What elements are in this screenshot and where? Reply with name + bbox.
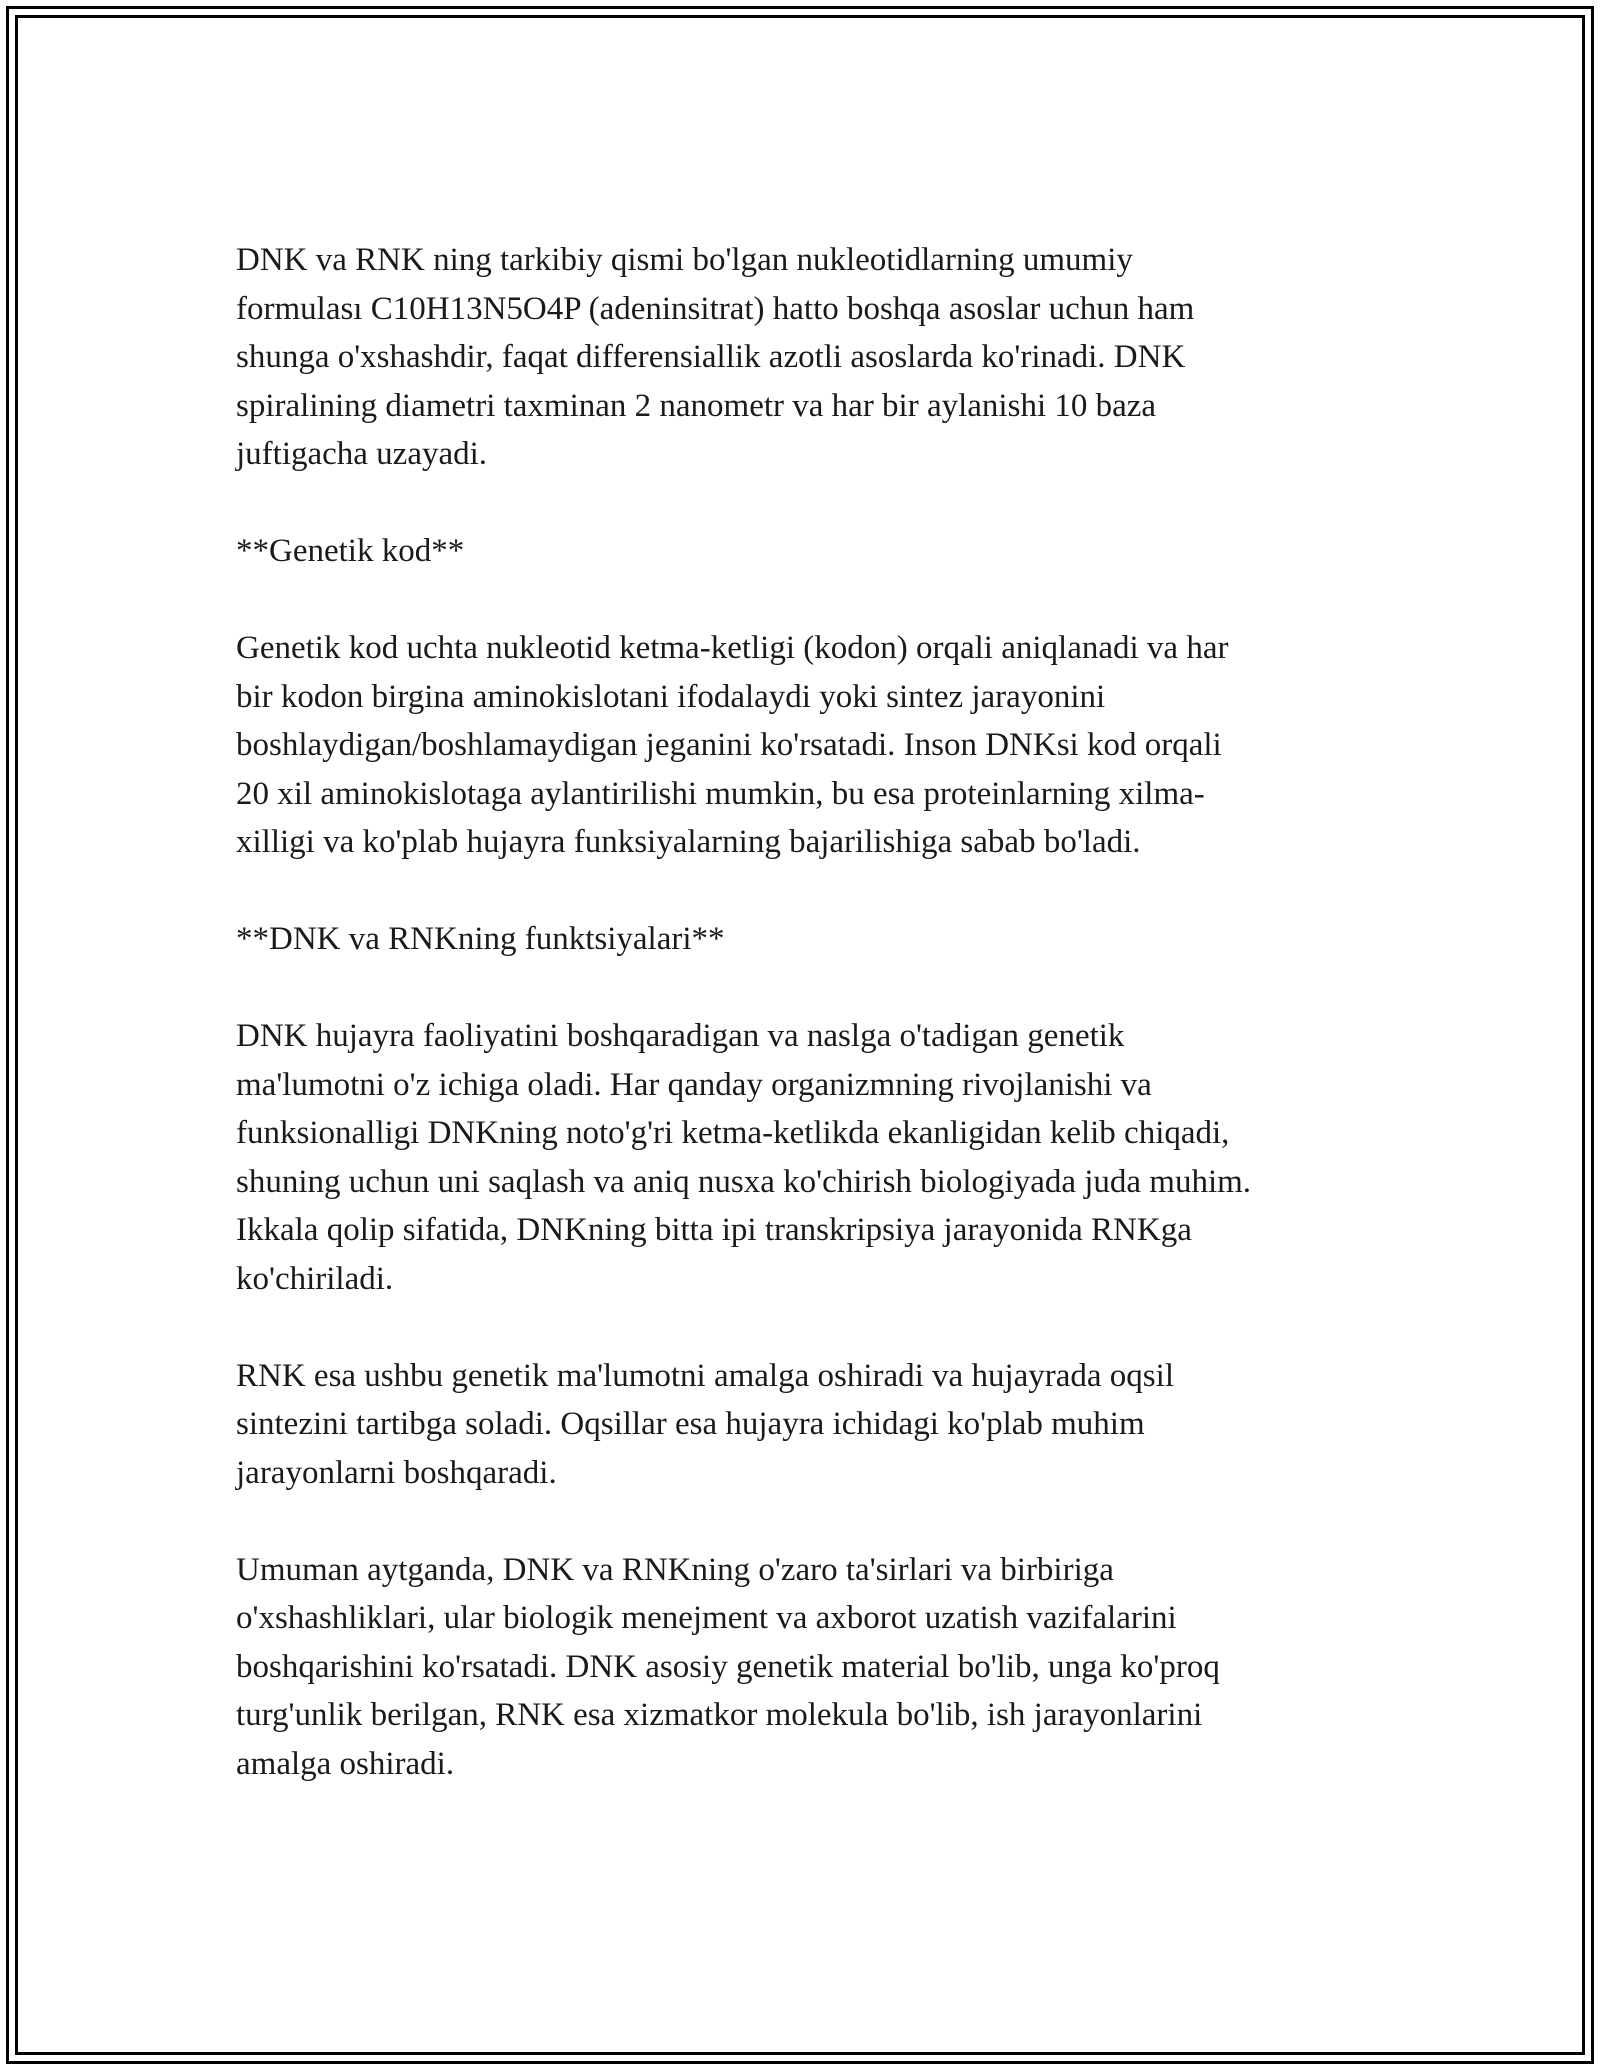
heading-dna-rna-functions: **DNK va RNKning funktsiyalari** (236, 921, 725, 957)
heading-genetic-code: **Genetik kod** (236, 533, 465, 569)
paragraph-conclusion: Umuman aytganda, DNK va RNKning o'zaro ta'sirlari va birbiriga o'xshashliklari, ular biologik menejment va axborot uzatish vazifalarini boshqarishini ko'rsatadi. DNK asosiy genetik material bo'lib, unga ko'proq turg'unlik berilgan, RNK esa xizmatkor molekula bo'lib, ish jarayonlarini amalga oshiradi. (236, 1551, 1220, 1782)
document-body (236, 236, 1376, 1837)
paragraph-nucleotide-formula: DNK va RNK ning tarkibiy qismi bo'lgan nukleotidlarning umumiy formulası C10H13N5O4P (adeninsitrat) hatto boshqa asoslar uchun ham shunga o'xshashdir, faqat differensiallik azotli asoslarda ko'rinadi. DNK spiralining diametri taxminan 2 nanometr va har bir aylanishi 10 baza juftigacha uzayadi. (236, 242, 1195, 472)
paragraph-genetic-code: Genetik kod uchta nukleotid ketma-ketligi (kodon) orqali aniqlanadi va har bir kodon birgina aminokislotani ifodalaydi yoki sintez jarayonini boshlaydigan/boshlamaydigan jeganini ko'rsatadi. Inson DNKsi kod orqali 20 xil aminokislotaga aylantirilishi mumkin, bu esa proteinlarning xilma- xilligi va ko'plab hujayra funksiyalarning bajarilishiga sabab bo'ladi. (236, 630, 1229, 860)
paragraph-dna-function: DNK hujayra faoliyatini boshqaradigan va naslga o'tadigan genetik ma'lumotni o'z ichiga oladi. Har qanday organizmning rivojlanishi va funksionalligi DNKning noto'g'ri ketma-ketlikda ekanligidan kelib chiqadi, shuning uchun uni saqlash va aniq nusxa ko'chirish biologiyada juda muhim. Ikkala qolip sifatida, DNKning bitta ipi transkripsiya jarayonida RNKga ko'chiriladi. (236, 1018, 1252, 1297)
paragraph-rna-function: RNK esa ushbu genetik ma'lumotni amalga oshiradi va hujayrada oqsil sintezini tartibga soladi. Oqsillar esa hujayra ichidagi ko'plab muhim jarayonlarni boshqaradi. (236, 1357, 1174, 1491)
